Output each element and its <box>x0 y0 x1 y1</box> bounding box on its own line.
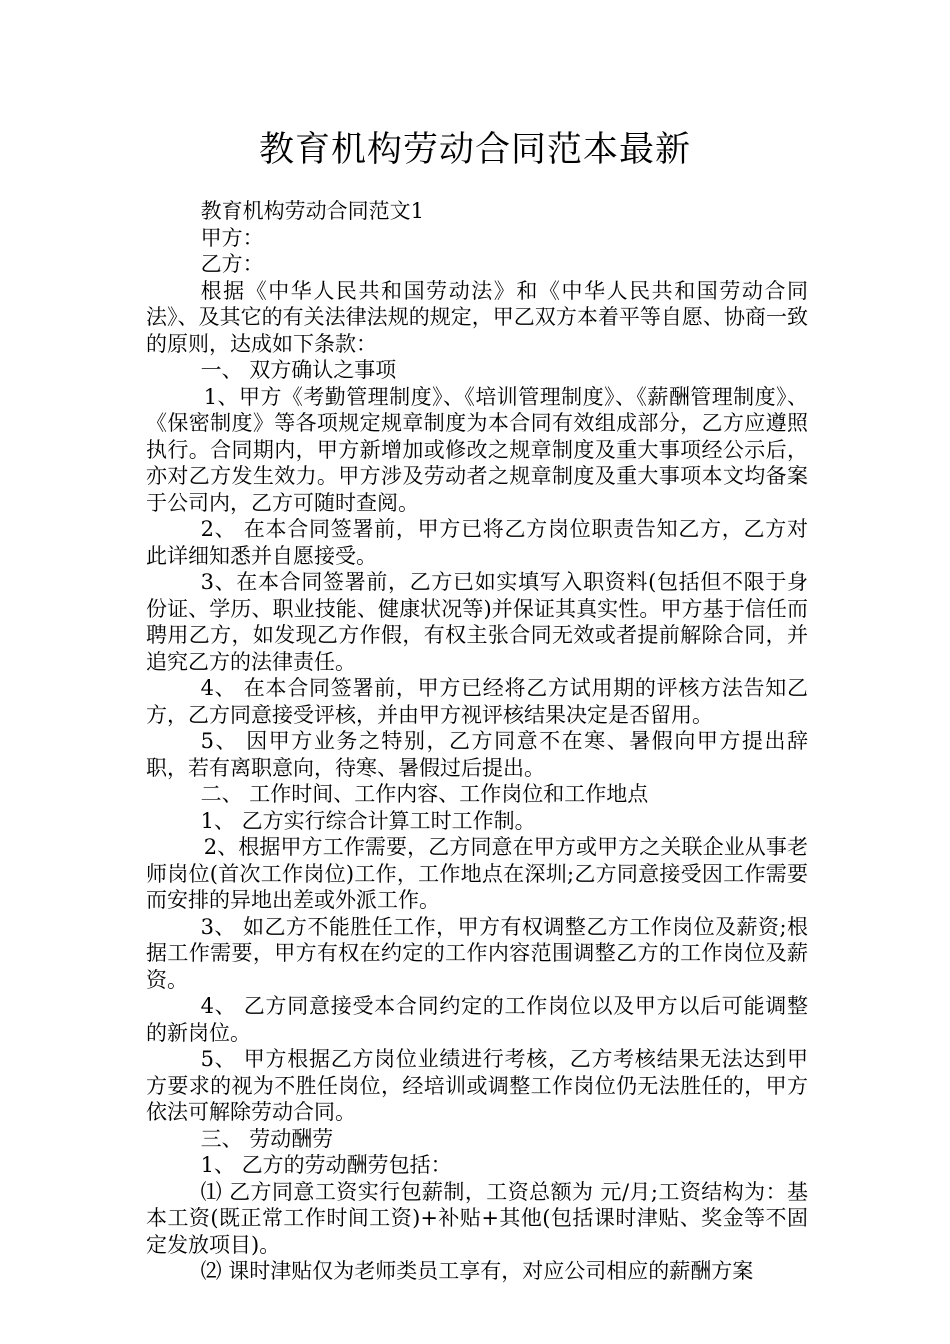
document-body <box>146 198 808 1285</box>
clause-1-1: 1、甲方《考勤管理制度》、《培训管理制度》、《薪酬管理制度》、《保密制度》等各项规定规章制度为本合同有效组成部分，乙方应遵照执行。合同期内，甲方新增加或修改之规章制度及重大事项经公示后，亦对乙方发生效力。甲方涉及劳动者之规章制度及重大事项本文均备案于公司内，乙方可随时查阅。 <box>146 384 808 515</box>
clause-2-3: 3、 如乙方不能胜任工作，甲方有权调整乙方工作岗位及薪资;根据工作需要，甲方有权在约定的工作内容范围调整乙方的工作岗位及薪资。 <box>146 914 808 992</box>
document-title: 教育机构劳动合同范本最新 <box>258 130 691 170</box>
section-heading-1: 一、 双方确认之事项 <box>200 358 397 382</box>
clause-3-1: 1、 乙方的劳动酬劳包括： <box>200 1153 452 1177</box>
clause-2-2: 2、根据甲方工作需要，乙方同意在甲方或甲方之关联企业从事老师岗位(首次工作岗位)工作，工作地点在深圳;乙方同意接受因工作需要而安排的异地出差或外派工作。 <box>146 835 808 912</box>
clause-1-3: 3、在本合同签署前，乙方已如实填写入职资料(包括但不限于身份证、学历、职业技能、健康状况等)并保证其真实性。甲方基于信任而聘用乙方，如发现乙方作假，有权主张合同无效或者提前解除合同，并追究乙方的法律责任。 <box>146 570 808 674</box>
party-a-label: 甲方： <box>200 225 264 250</box>
clause-1-5: 5、 因甲方业务之特别，乙方同意不在寒、暑假向甲方提出辞职，若有离职意向，待寒、暑假过后提出。 <box>146 729 808 780</box>
section-heading-3: 三、 劳动酬劳 <box>200 1126 334 1151</box>
clause-2-1: 1、 乙方实行综合计算工时工作制。 <box>200 808 536 833</box>
preamble-paragraph: 根据《中华人民共和国劳动法》和《中华人民共和国劳动合同法》、及其它的有关法律法规的规定，甲乙双方本着平等自愿、协商一致的原则，达成如下条款： <box>146 278 808 356</box>
clause-3-1-item-2: ⑵ 课时津贴仅为老师类员工享有，对应公司相应的薪酬方案 <box>200 1259 754 1283</box>
clause-2-5: 5、 甲方根据乙方岗位业绩进行考核，乙方考核结果无法达到甲方要求的视为不胜任岗位，经培训或调整工作岗位仍无法胜任的，甲方依法可解除劳动合同。 <box>146 1047 808 1124</box>
section-heading-2: 二、 工作时间、工作内容、工作岗位和工作地点 <box>200 782 649 806</box>
clause-1-2: 2、 在本合同签署前，甲方已将乙方岗位职责告知乙方，乙方对此详细知悉并自愿接受。 <box>146 517 808 568</box>
clause-2-4: 4、 乙方同意接受本合同约定的工作岗位以及甲方以后可能调整的新岗位。 <box>146 994 808 1045</box>
clause-1-4: 4、 在本合同签署前，甲方已经将乙方试用期的评核方法告知乙方，乙方同意接受评核，并由甲方视评核结果决定是否留用。 <box>146 676 808 727</box>
party-b-label: 乙方： <box>200 252 264 276</box>
section-heading-sample: 教育机构劳动合同范文1 <box>200 199 424 223</box>
clause-3-1-item-1: ⑴ 乙方同意工资实行包薪制，工资总额为 元/月;工资结构为：基本工资(既正常工作时间工资)+补贴+其他(包括课时津贴、奖金等不固定发放项目)。 <box>146 1179 808 1257</box>
